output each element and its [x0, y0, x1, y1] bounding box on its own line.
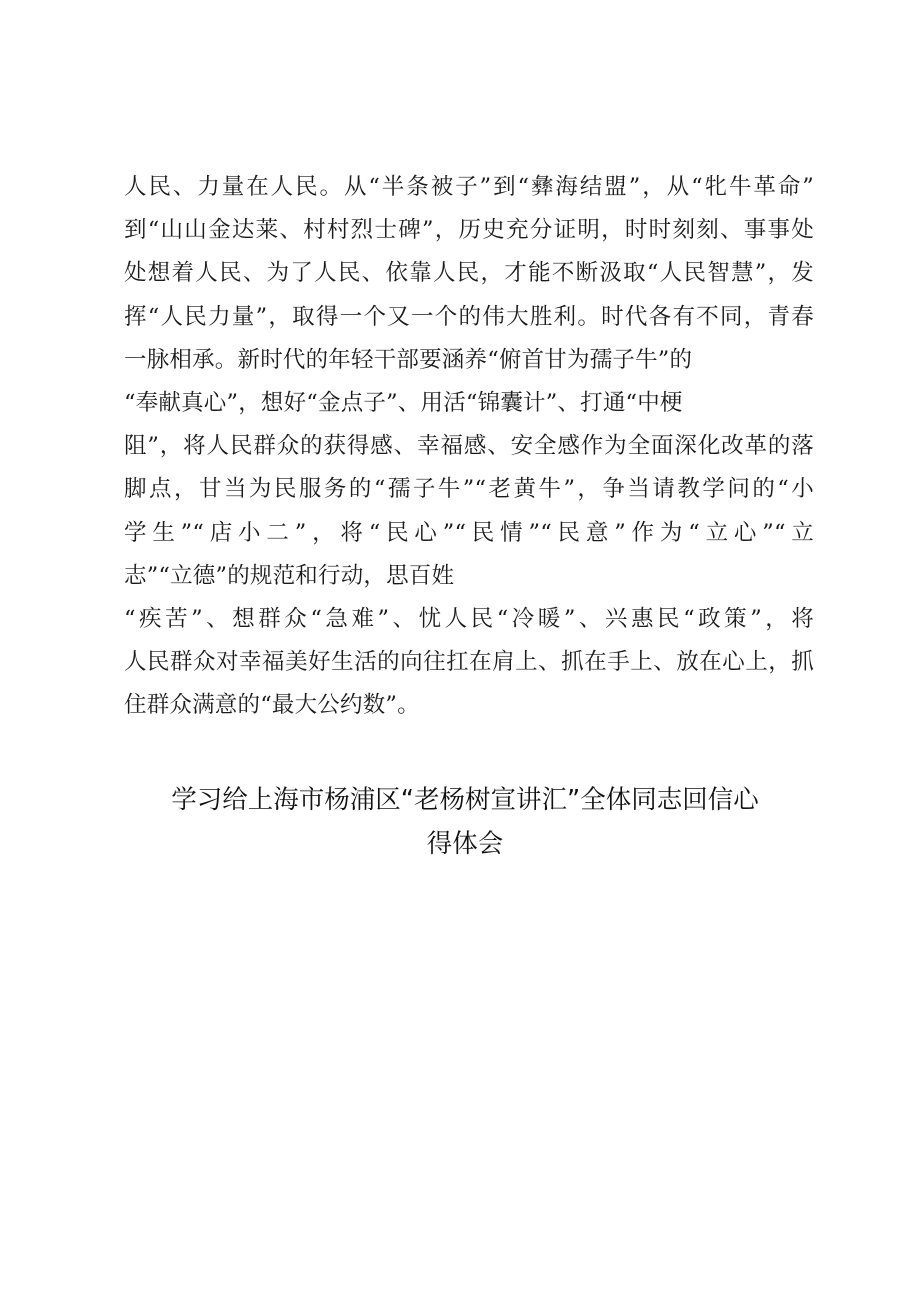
paragraph-line: 住群众满意的“最大公约数”。 [124, 692, 420, 719]
paragraph-line: 脚点，甘当为民服务的“孺子牛”“老黄牛”，争当请教学问的“小 [124, 476, 814, 503]
heading-line: 得体会 [426, 829, 504, 859]
paragraph-line: “奉献真心”，想好“金点子”、用活“锦囊计”、打通“中梗 [124, 389, 683, 416]
paragraph-line: 学生”“店小二”，将“民心”“民情”“民意”作为“立心”“立 [124, 519, 814, 546]
heading-line: 学习给上海市杨浦区“老杨树宣讲汇”全体同志回信心 [171, 785, 759, 815]
paragraph-line: 志”“立德”的规范和行动，思百姓 [124, 562, 455, 589]
paragraph-line: 人民、力量在人民。从“半条被子”到“彝海结盟”，从“牝牛革命” [124, 174, 814, 200]
paragraph-line: 挥“人民力量”，取得一个又一个的伟大胜利。时代各有不同，青春 [124, 303, 814, 330]
paragraph-line: 到“山山金达莱、村村烈士碑”，历史充分证明，时时刻刻、事事处 [124, 217, 814, 244]
paragraph-line: 人民群众对幸福美好生活的向往扛在肩上、抓在手上、放在心上，抓 [124, 649, 814, 676]
body-paragraph [124, 166, 814, 727]
section-heading [120, 778, 810, 866]
paragraph-line: 处想着人民、为了人民、依靠人民，才能不断汲取“人民智慧”，发 [124, 260, 814, 287]
paragraph-line: 一脉相承。新时代的年轻干部要涵养“俯首甘为孺子牛”的 [124, 346, 693, 373]
paragraph-line: “疾苦”、想群众“急难”、忧人民“冷暖”、兴惠民“政策”，将 [124, 605, 814, 632]
paragraph-line: 阻”，将人民群众的获得感、幸福感、安全感作为全面深化改革的落 [124, 433, 814, 460]
